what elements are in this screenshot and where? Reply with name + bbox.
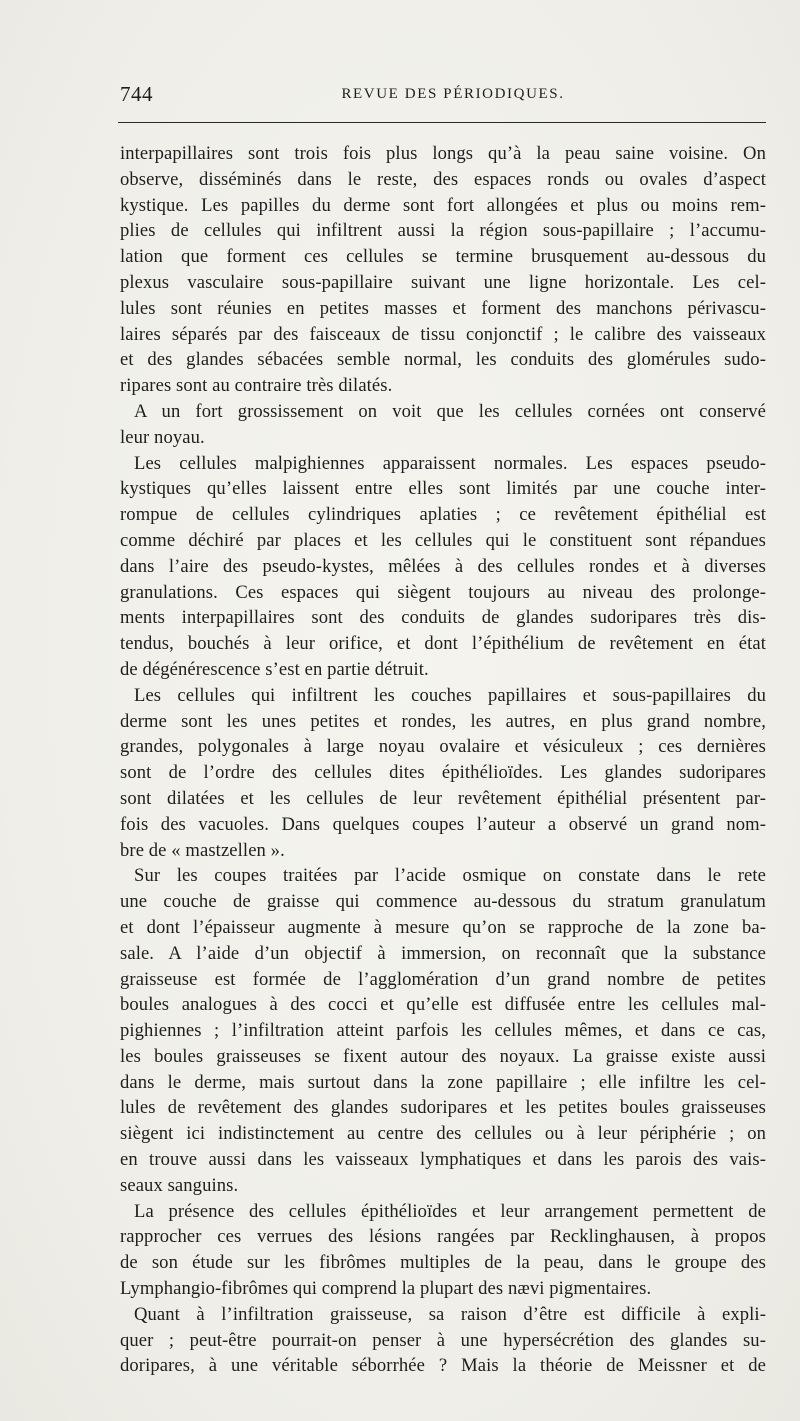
text-line: de son étude sur les fibrômes multiples de la peau, dans le groupe des — [120, 1252, 766, 1274]
text-line: lules de revêtement des glandes sudoripares et les petites boules graisseuses — [120, 1097, 766, 1119]
text-line: doripares, à une véritable séborrhée ? Mais la théorie de Meissner et de — [120, 1355, 766, 1377]
text-line: de dégénérescence s’est en partie détruit. — [120, 658, 429, 680]
text-line: sale. A l’aide d’un objectif à immersion, on reconnaît que la substance — [120, 942, 766, 964]
text-line: et dont l’épaisseur augmente à mesure qu’on se rapproche de la zone ba- — [120, 916, 766, 938]
text-line: graisseuse est formée de l’agglomération d’un grand nombre de petites — [120, 968, 766, 990]
text-line: kystiques qu’elles laissent entre elles sont limités par une couche inter- — [120, 478, 766, 500]
text-line: kystique. Les papilles du derme sont fort allongées et plus ou moins rem- — [120, 194, 766, 216]
text-line: leur noyau. — [120, 426, 205, 448]
text-line: tendus, bouchés à leur orifice, et dont l’épithélium de revêtement en état — [120, 633, 766, 655]
header-rule — [118, 122, 766, 123]
text-line: bre de « mastzellen ». — [120, 839, 285, 861]
page-header — [120, 82, 766, 112]
text-line: rapprocher ces verrues des lésions rangées par Recklinghausen, à propos — [120, 1226, 766, 1248]
text-line: Sur les coupes traitées par l’acide osmique on constate dans le rete — [134, 865, 766, 887]
text-line: derme sont les unes petites et rondes, les autres, en plus grand nombre, — [120, 710, 766, 732]
paragraph-1 — [120, 141, 766, 399]
paragraph-4 — [120, 683, 766, 864]
paragraph-3 — [120, 451, 766, 683]
body-text — [120, 141, 766, 1379]
running-title: REVUE DES PÉRIODIQUES. — [341, 86, 565, 102]
page-number: 744 — [120, 82, 153, 106]
text-line: Lymphangio-fibrômes qui comprend la plupart des nævi pigmentaires. — [120, 1278, 652, 1300]
text-line: laires séparés par des faisceaux de tissu conjonctif ; le calibre des vaisseaux — [120, 323, 766, 345]
text-line: pighiennes ; l’infiltration atteint parfois les cellules mêmes, et dans ce cas, — [120, 1020, 766, 1042]
text-line: boules analogues à des cocci et qu’elle est diffusée entre les cellules mal- — [120, 994, 766, 1016]
text-line: A un fort grossissement on voit que les cellules cornées ont conservé — [134, 400, 766, 422]
paragraph-2 — [120, 399, 766, 451]
text-line: Les cellules qui infiltrent les couches papillaires et sous-papillaires du — [134, 684, 766, 706]
text-line: sont dilatées et les cellules de leur revêtement épithélial présentent par- — [120, 787, 766, 809]
text-line: ments interpapillaires sont des conduits de glandes sudoripares très dis- — [120, 607, 766, 629]
text-line: Les cellules malpighiennes apparaissent normales. Les espaces pseudo- — [134, 452, 766, 474]
text-line: granulations. Ces espaces qui siègent toujours au niveau des prolonge- — [120, 581, 766, 603]
text-line: une couche de graisse qui commence au-dessous du stratum granulatum — [120, 891, 766, 913]
text-line: ripares sont au contraire très dilatés. — [120, 375, 393, 397]
text-line: rompue de cellules cylindriques aplaties ; ce revêtement épithélial est — [120, 504, 766, 526]
text-line: fois des vacuoles. Dans quelques coupes l’auteur a observé un grand nom- — [120, 813, 766, 835]
text-line: La présence des cellules épithélioïdes et leur arrangement permettent de — [134, 1200, 766, 1222]
text-line: interpapillaires sont trois fois plus longs qu’à la peau saine voisine. On — [120, 143, 766, 164]
text-line: plies de cellules qui infiltrent aussi la région sous-papillaire ; l’accumu- — [120, 220, 766, 242]
text-line: plexus vasculaire sous-papillaire suivant une ligne horizontale. Les cel- — [120, 271, 766, 293]
text-line: observe, disséminés dans le reste, des espaces ronds ou ovales d’aspect — [120, 168, 766, 190]
paragraph-6 — [120, 1199, 766, 1302]
text-line: dans l’aire des pseudo-kystes, mêlées à des cellules rondes et à diverses — [120, 555, 766, 577]
text-line: et des glandes sébacées semble normal, les conduits des glomérules sudo- — [120, 349, 766, 371]
text-line: en trouve aussi dans les vaisseaux lymphatiques et dans les parois des vais- — [120, 1149, 766, 1171]
text-line: seaux sanguins. — [120, 1174, 239, 1196]
text-line: Quant à l’infiltration graisseuse, sa raison d’être est difficile à expli- — [134, 1303, 766, 1325]
paragraph-7 — [120, 1302, 766, 1379]
text-line: siègent ici indistinctement au centre des cellules ou à leur périphérie ; on — [120, 1123, 766, 1145]
text-line: comme déchiré par places et les cellules qui le constituent sont répandues — [120, 529, 766, 551]
text-line: dans le derme, mais surtout dans la zone papillaire ; elle infiltre les cel- — [120, 1071, 766, 1093]
text-line: sont de l’ordre des cellules dites épithélioïdes. Les glandes sudoripares — [120, 762, 766, 784]
paragraph-5 — [120, 863, 766, 1198]
text-line: les boules graisseuses se fixent autour des noyaux. La graisse existe aussi — [120, 1045, 766, 1067]
text-line: lation que forment ces cellules se termine brusquement au-dessous du — [120, 246, 766, 268]
text-line: grandes, polygonales à large noyau ovalaire et vésiculeux ; ces dernières — [120, 736, 766, 758]
text-line: quer ; peut-être pourrait-on penser à une hypersécrétion des glandes su- — [120, 1329, 766, 1351]
text-line: lules sont réunies en petites masses et forment des manchons périvascu- — [120, 297, 766, 319]
